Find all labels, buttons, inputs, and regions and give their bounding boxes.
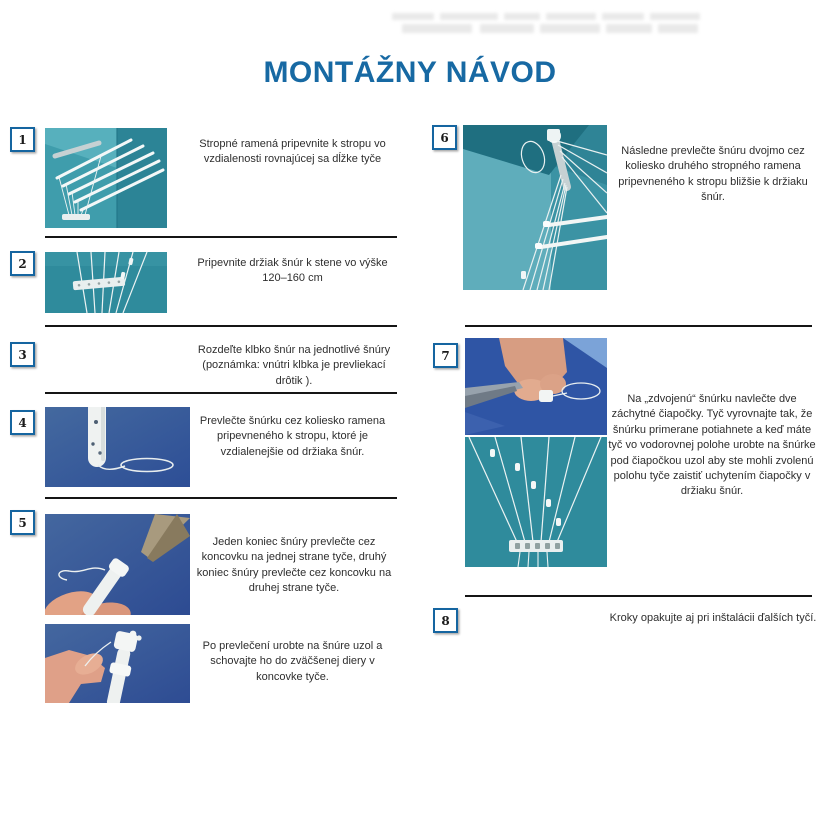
step-4-text: Prevlečte šnúrku cez koliesko ramena pripevneného k stropu, ktoré je vzdialenejšie od držiaka šnúr. — [199, 415, 386, 458]
step-2-photo-cord-holder — [45, 252, 167, 313]
step-5-number-badge: 5 — [10, 510, 35, 535]
step-8-number-badge: 8 — [433, 608, 458, 633]
divider — [45, 392, 397, 394]
step-4-number-badge: 4 — [10, 410, 35, 435]
step-2-number-badge: 2 — [10, 251, 35, 276]
step-6-number-badge: 6 — [432, 125, 457, 150]
step-2-text: Pripevnite držiak šnúr k stene vo výške 120–160 cm — [197, 257, 388, 285]
step-5-text: Jeden koniec šnúry prevlečte cez koncovku na jednej strane tyče, druhý koniec šnúry prevlečte cez koncovku na druhej strane tyče. — [196, 536, 392, 595]
step-7-number-badge: 7 — [433, 343, 458, 368]
step-1-number-badge: 1 — [10, 127, 35, 152]
divider — [465, 325, 812, 327]
step-4-photo-rod-cord-loop — [45, 407, 190, 487]
step-7-text: Na „zdvojenú“ šnúrku navlečte dve záchytné čiapočky. Tyč vyrovnajte tak, že šnúrku primerane potiahnete a keď máte tyč vo vodorovnej polohe urobte na šnúrke pod čiapočkou uzol aby ste mohli zvolenú polohu tyče zaistiť uchytením čiapočky v držiaku šnúr. — [608, 393, 816, 498]
divider — [465, 595, 812, 597]
step-7-photo-caps-on-cord — [465, 338, 607, 435]
step-1-photo-ceiling-dryer — [45, 128, 167, 228]
step-8-text: Kroky opakujte aj pri inštalácii ďalších tyčí. — [609, 612, 817, 624]
step-6-text: Následne prevlečte šnúru dvojmo cez koliesko druhého stropného ramena pripevneného k stropu bližšie k držiaku šnúr. — [618, 145, 808, 204]
step-5-photo-pliers-rod — [45, 514, 190, 615]
step-3-number-badge: 3 — [10, 342, 35, 367]
step-5-photo-knot-in-end-cap — [45, 624, 190, 703]
step-3-text: Rozdeľte klbko šnúr na jednotlivé šnúry (poznámka: vnútri klbka je prevliekací drôtik ). — [197, 344, 391, 387]
step-7-photo-cords-fan-holder — [465, 437, 607, 567]
step-6-photo-ceiling-pulley-cords — [463, 125, 607, 290]
divider — [45, 236, 397, 238]
divider — [45, 497, 397, 499]
page-title: MONTÁŽNY NÁVOD — [263, 56, 557, 89]
step-1-text: Stropné ramená pripevnite k stropu vo vzdialenosti rovnajúcej sa dĺžke tyče — [199, 138, 386, 166]
step-5-second-text: Po prevlečení urobte na šnúre uzol a schovajte ho do zväčšenej diery v koncovke tyče. — [202, 640, 383, 683]
divider — [45, 325, 397, 327]
